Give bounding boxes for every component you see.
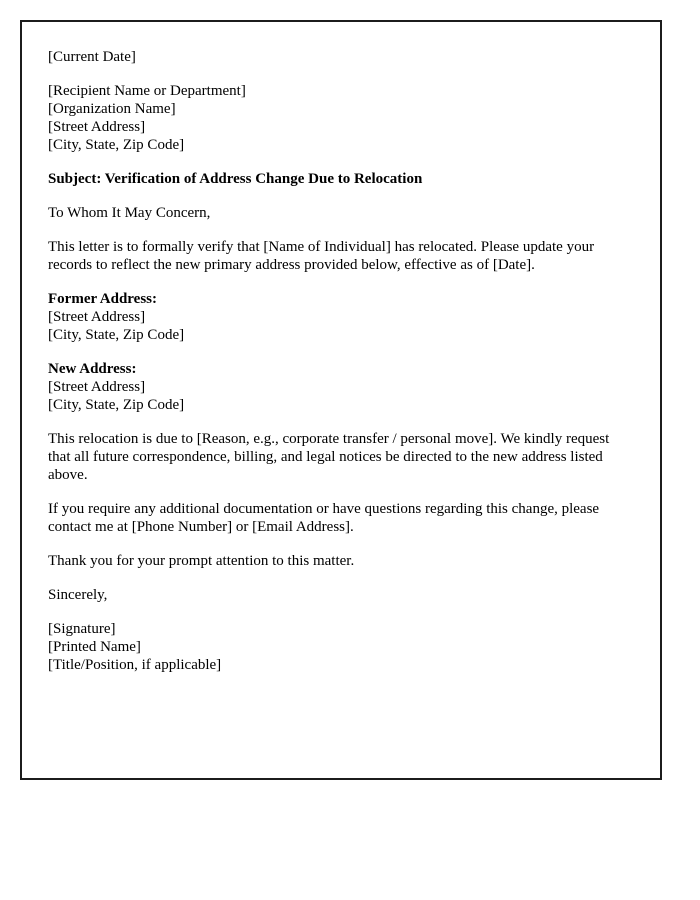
letter-content bbox=[22, 22, 660, 674]
contact-paragraph: If you require any additional documentation or have questions regarding this change, please contact me at [Phone Number] or [Email Address]. bbox=[48, 501, 600, 535]
salutation: To Whom It May Concern, bbox=[48, 205, 211, 221]
new-street-line: [Street Address] bbox=[48, 379, 146, 395]
current-date-placeholder: [Current Date] bbox=[48, 49, 136, 65]
closing: Sincerely, bbox=[48, 587, 108, 603]
former-address-heading: Former Address: bbox=[48, 291, 158, 307]
recipient-organization-line: [Organization Name] bbox=[48, 101, 176, 117]
recipient-address-block bbox=[48, 82, 634, 154]
former-city-line: [City, State, Zip Code] bbox=[48, 327, 185, 343]
thanks-paragraph: Thank you for your prompt attention to this matter. bbox=[48, 553, 355, 569]
printed-name-placeholder: [Printed Name] bbox=[48, 639, 141, 655]
new-address-heading: New Address: bbox=[48, 361, 137, 377]
recipient-city-line: [City, State, Zip Code] bbox=[48, 137, 185, 153]
former-street-line: [Street Address] bbox=[48, 309, 146, 325]
intro-paragraph: This letter is to formally verify that [Name of Individual] has relocated. Please update your records to reflect the new primary address provided below, effective as of [Date]. bbox=[48, 239, 595, 273]
recipient-street-line: [Street Address] bbox=[48, 119, 146, 135]
letter-page-frame bbox=[20, 20, 662, 780]
new-address-block bbox=[48, 360, 634, 414]
signature-placeholder: [Signature] bbox=[48, 621, 116, 637]
signature-block bbox=[48, 620, 634, 674]
former-address-block bbox=[48, 290, 634, 344]
recipient-name-line: [Recipient Name or Department] bbox=[48, 83, 246, 99]
title-position-placeholder: [Title/Position, if applicable] bbox=[48, 657, 222, 673]
reason-paragraph: This relocation is due to [Reason, e.g., corporate transfer / personal move]. We kindly request that all future correspondence, billing, and legal notices be directed to the new address listed above. bbox=[48, 431, 610, 483]
subject-line: Subject: Verification of Address Change Due to Relocation bbox=[48, 171, 423, 187]
new-city-line: [City, State, Zip Code] bbox=[48, 397, 185, 413]
